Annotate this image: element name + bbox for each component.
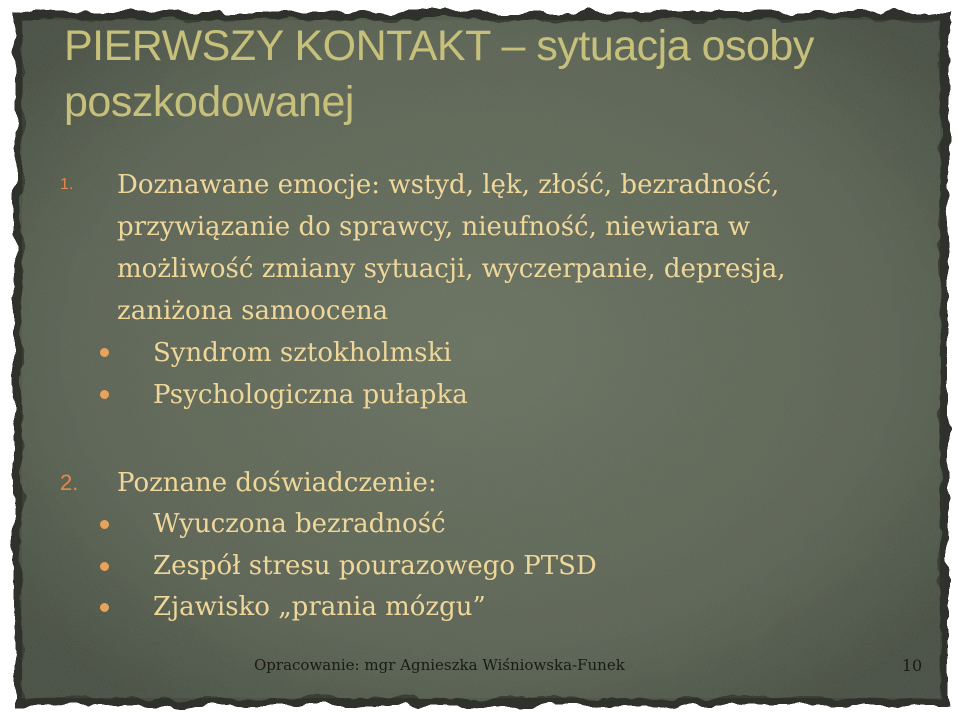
item-number: 2. xyxy=(60,470,79,495)
slide-title: PIERWSZY KONTAKT – sytuacja osoby poszkodowanej xyxy=(64,22,814,126)
bullet-text: Zjawisko „prania mózgu” xyxy=(153,592,486,622)
slide-content xyxy=(60,164,880,629)
bullet-dot-icon xyxy=(100,562,109,571)
bullet-dot-icon xyxy=(100,348,109,357)
bullet-item xyxy=(60,504,880,546)
slide-footer: Opracowanie: mgr Agnieszka Wiśniowska-Funek xyxy=(254,656,625,674)
bullet-text: Zespół stresu pourazowego PTSD xyxy=(153,550,597,581)
bullet-dot-icon xyxy=(100,390,109,399)
item-text: Doznawane emocje: wstyd, lęk, złość, bezradność, przywiązanie do sprawcy, nieufność, niewiara w możliwość zmiany sytuacji, wyczerpanie, depresja, zaniżona samoocena xyxy=(117,170,786,326)
bullet-list-1 xyxy=(60,332,880,416)
numbered-item-1 xyxy=(60,164,880,332)
bullet-text: Psychologiczna pułapka xyxy=(153,380,468,410)
item-number: 1. xyxy=(60,176,74,193)
page-number: 10 xyxy=(901,656,923,675)
item-text: Poznane doświadczenie: xyxy=(117,468,437,498)
bullet-item xyxy=(60,374,880,416)
numbered-item-2 xyxy=(60,462,880,504)
bullet-list-2 xyxy=(60,504,880,629)
bullet-dot-icon xyxy=(100,603,109,612)
bullet-item xyxy=(60,546,880,588)
bullet-item xyxy=(60,587,880,629)
bullet-text: Wyuczona bezradność xyxy=(153,509,446,539)
bullet-dot-icon xyxy=(100,520,109,529)
bullet-item xyxy=(60,332,880,374)
bullet-text: Syndrom sztokholmski xyxy=(153,338,452,368)
